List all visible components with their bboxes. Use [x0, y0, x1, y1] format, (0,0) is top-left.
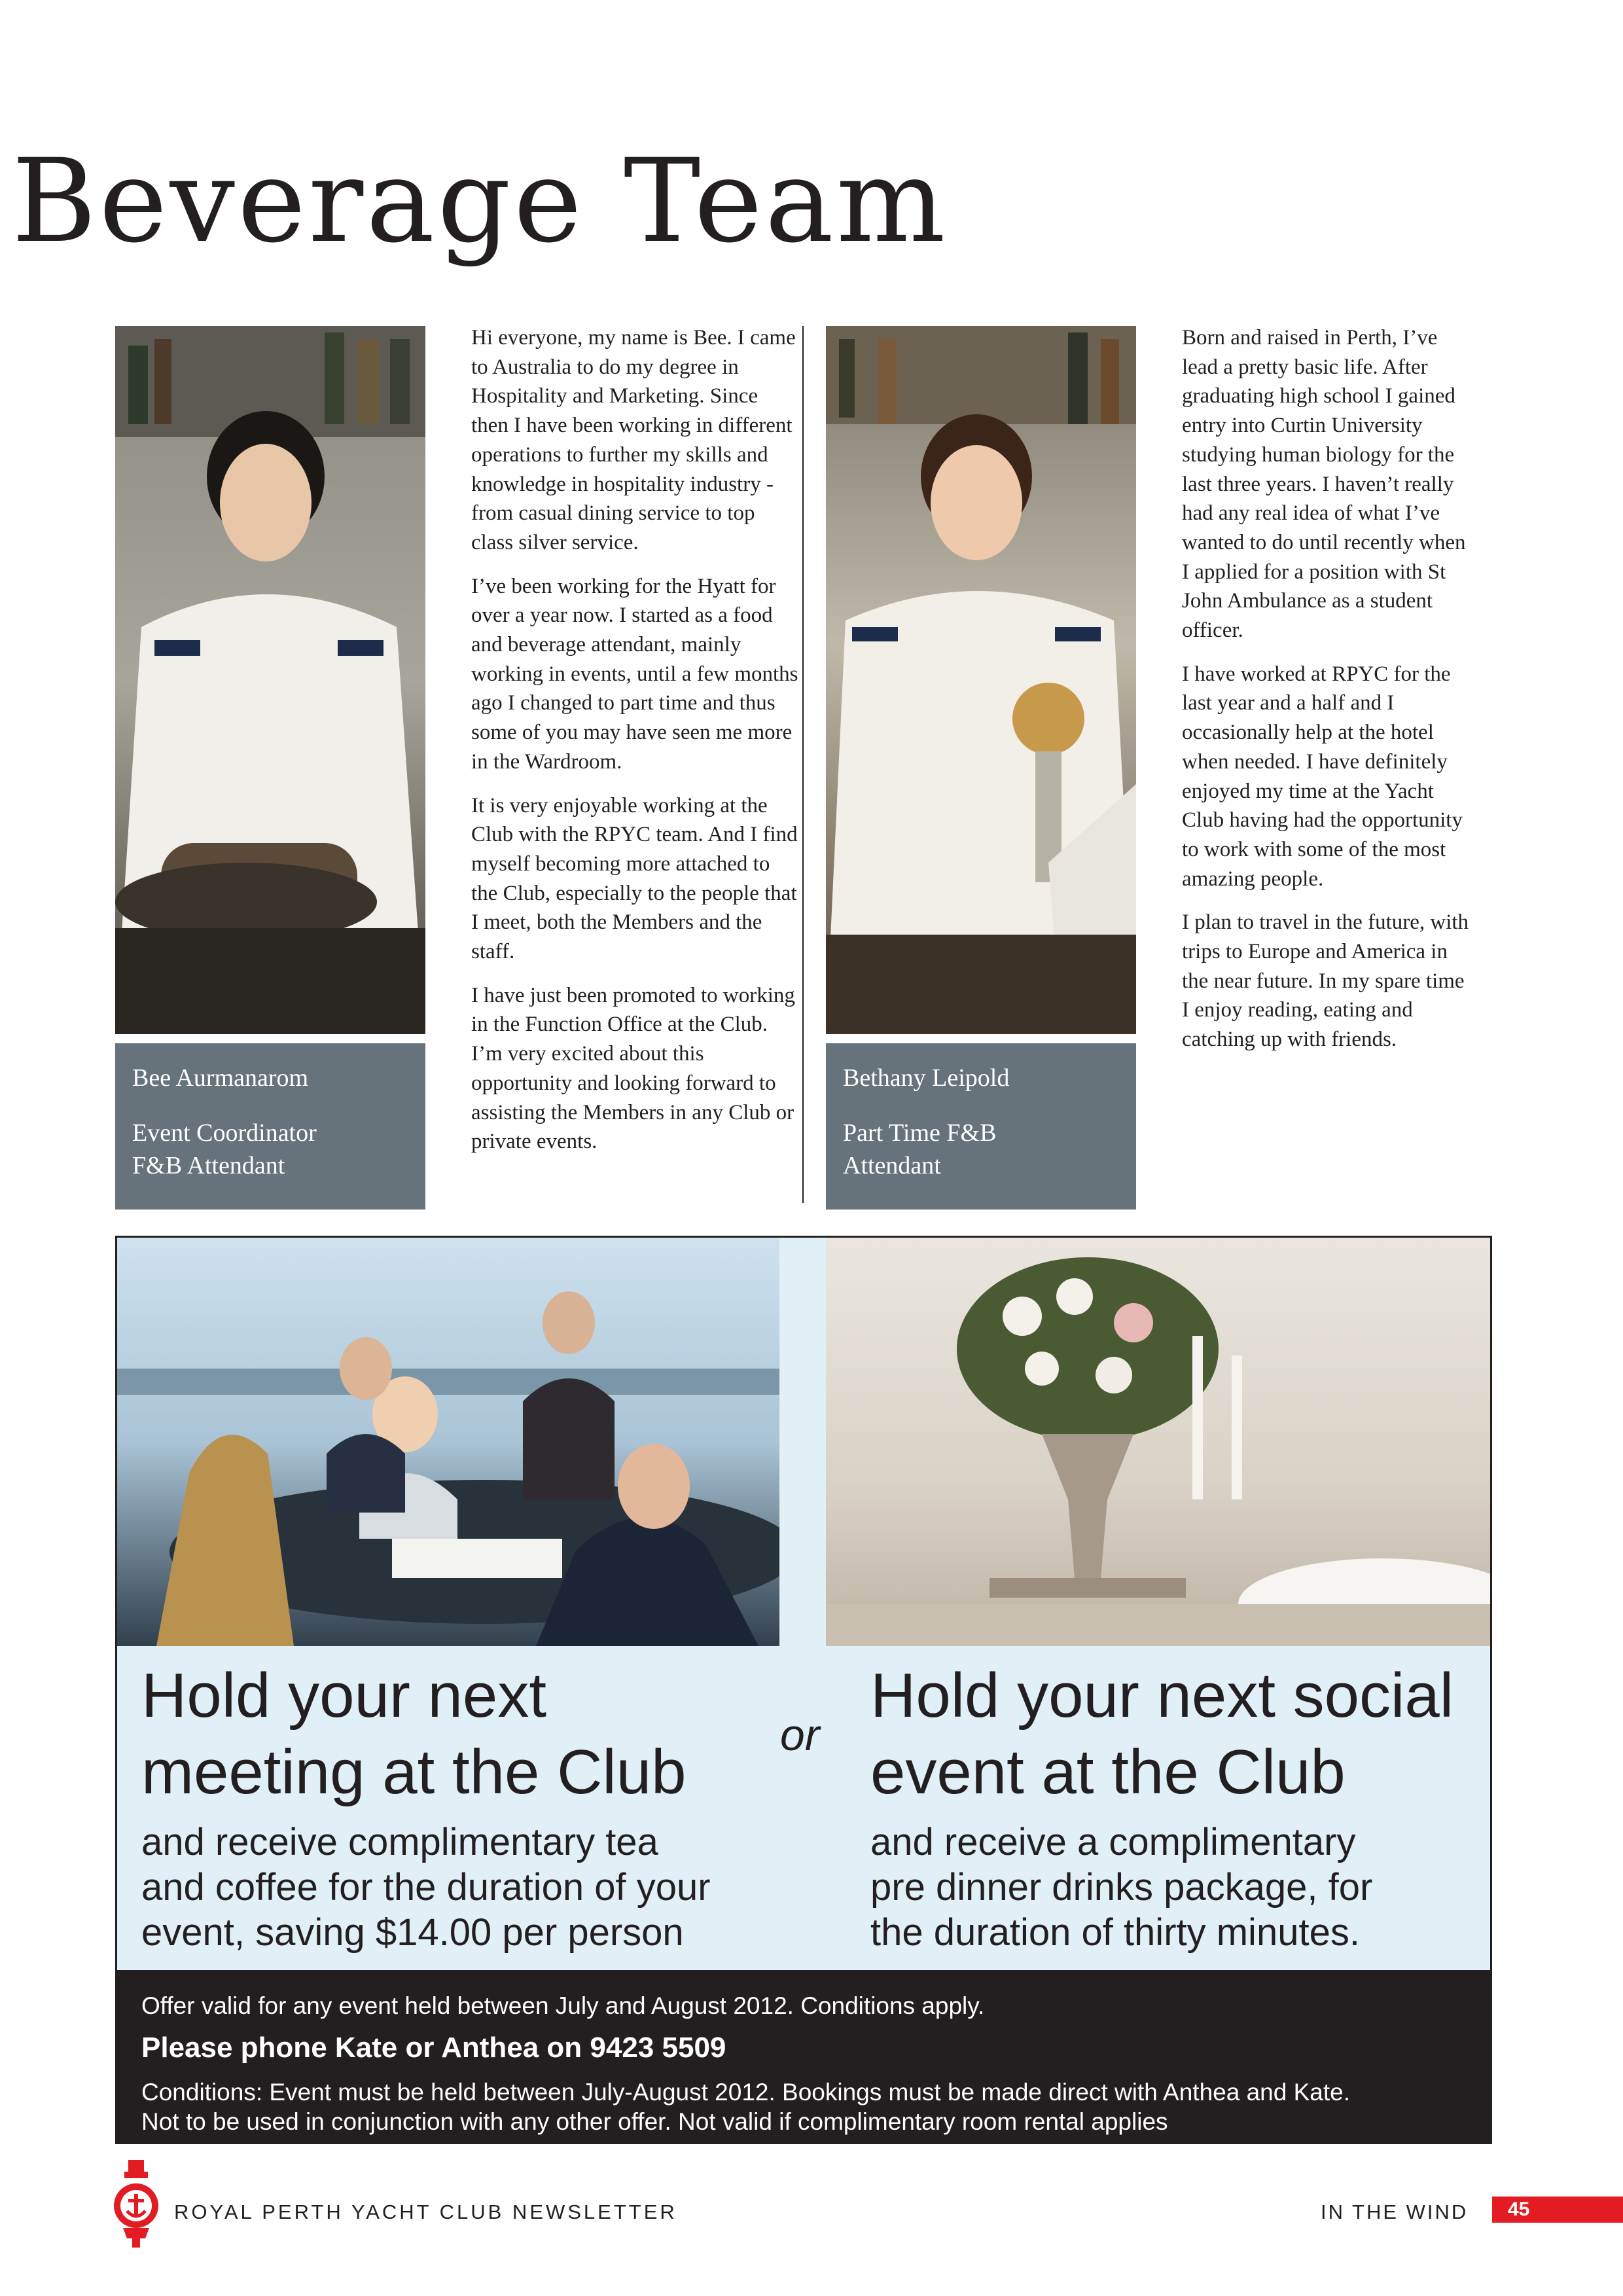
meeting-photo	[117, 1238, 779, 1646]
offer-line: event, saving $14.00 per person	[141, 1911, 684, 1954]
profile-role: Part Time F&B	[843, 1119, 997, 1147]
social-offer-text	[870, 1820, 1486, 1955]
bio-paragraph: Born and raised in Perth, I’ve lead a pretty basic life. After graduating high school I gained entry into Curtin University studying human biology for the last three years. I haven’t really had any real idea of what I’ve wanted to do until recently when I applied for a position with St John Ambulance as a student officer.	[1182, 326, 1466, 643]
offer-line: and receive complimentary tea	[141, 1821, 658, 1863]
bethany-name-card	[826, 1043, 1136, 1210]
rpyc-crest-icon	[113, 2160, 160, 2248]
offer-line: pre dinner drinks package, for	[870, 1866, 1373, 1909]
newsletter-name: ROYAL PERTH YACHT CLUB NEWSLETTER	[174, 2200, 677, 2223]
profile-role: Event Coordinator	[132, 1119, 317, 1147]
profile-name: Bethany Leipold	[843, 1064, 1010, 1092]
page-title: Beverage Team	[12, 134, 948, 268]
section-name: IN THE WIND	[1321, 2200, 1469, 2223]
conditions-line: Conditions: Event must be held between July-August 2012. Bookings must be made direct with Anthea and Kate.	[141, 2079, 1351, 2106]
bethany-photo	[826, 326, 1136, 1034]
bio-paragraph: I plan to travel in the future, with trips to Europe and America in the near future. In my spare time I enjoy reading, eating and catching up with friends.	[1182, 910, 1469, 1052]
conditions-line: Not to be used in conjunction with any other offer. Not valid if complimentary room rental applies	[141, 2108, 1168, 2135]
offer-line: and receive a complimentary	[870, 1821, 1356, 1863]
bio-paragraph: I’ve been working for the Hyatt for over a year now. I started as a food and beverage attendant, mainly working in events, until a few months ago I changed to part time and thus some of you may have seen me more in the Wardroom.	[471, 574, 798, 774]
bee-bio	[471, 323, 798, 1171]
heading-line: event at the Club	[870, 1737, 1346, 1807]
offer-line: and coffee for the duration of your	[141, 1866, 711, 1909]
bio-paragraph: It is very enjoyable working at the Club with the RPYC team. And I find myself becoming more attached to the Club, especially to the people that I meet, both the Members and the staff.	[471, 793, 798, 964]
offer-conditions-bar	[115, 1970, 1492, 2144]
bio-paragraph: I have just been promoted to working in the Function Office at the Club. I’m very excited about this opportunity and looking forward to assisting the Members in any Club or private events.	[471, 983, 795, 1154]
phone-contact: Please phone Kate or Anthea on 9423 5509	[141, 2032, 726, 2064]
heading-line: meeting at the Club	[141, 1737, 687, 1807]
offer-line: the duration of thirty minutes.	[870, 1911, 1360, 1954]
bio-paragraph: Hi everyone, my name is Bee. I came to Australia to do my degree in Hospitality and Marketing. Since then I have been working in different operations to further my skills and knowledge in hospitality industry - from casual dining service to top class silver service.	[471, 326, 796, 554]
heading-line: Hold your next social	[870, 1660, 1454, 1731]
bee-photo	[115, 326, 425, 1034]
social-heading	[870, 1657, 1486, 1810]
profile-role: Attendant	[843, 1152, 941, 1179]
bethany-bio	[1182, 323, 1476, 1069]
or-separator: or	[780, 1710, 820, 1760]
column-divider	[802, 326, 804, 1203]
conditions-text	[141, 2077, 1350, 2136]
bio-paragraph: I have worked at RPYC for the last year and a half and I occasionally help at the hotel when needed. I have definitely enjoyed my time at the Yacht Club having had the opportunity to work with some of the most amazing people.	[1182, 662, 1463, 891]
meeting-offer-text	[141, 1820, 770, 1955]
profile-name: Bee Aurmanarom	[132, 1064, 309, 1092]
meeting-heading	[141, 1657, 730, 1810]
dining-photo	[826, 1238, 1490, 1646]
page-number: 45	[1492, 2197, 1623, 2223]
bee-name-card	[115, 1043, 425, 1210]
heading-line: Hold your next	[141, 1660, 546, 1731]
profile-role: F&B Attendant	[132, 1152, 285, 1179]
offer-valid-text: Offer valid for any event held between July and August 2012. Conditions apply.	[141, 1992, 985, 2019]
